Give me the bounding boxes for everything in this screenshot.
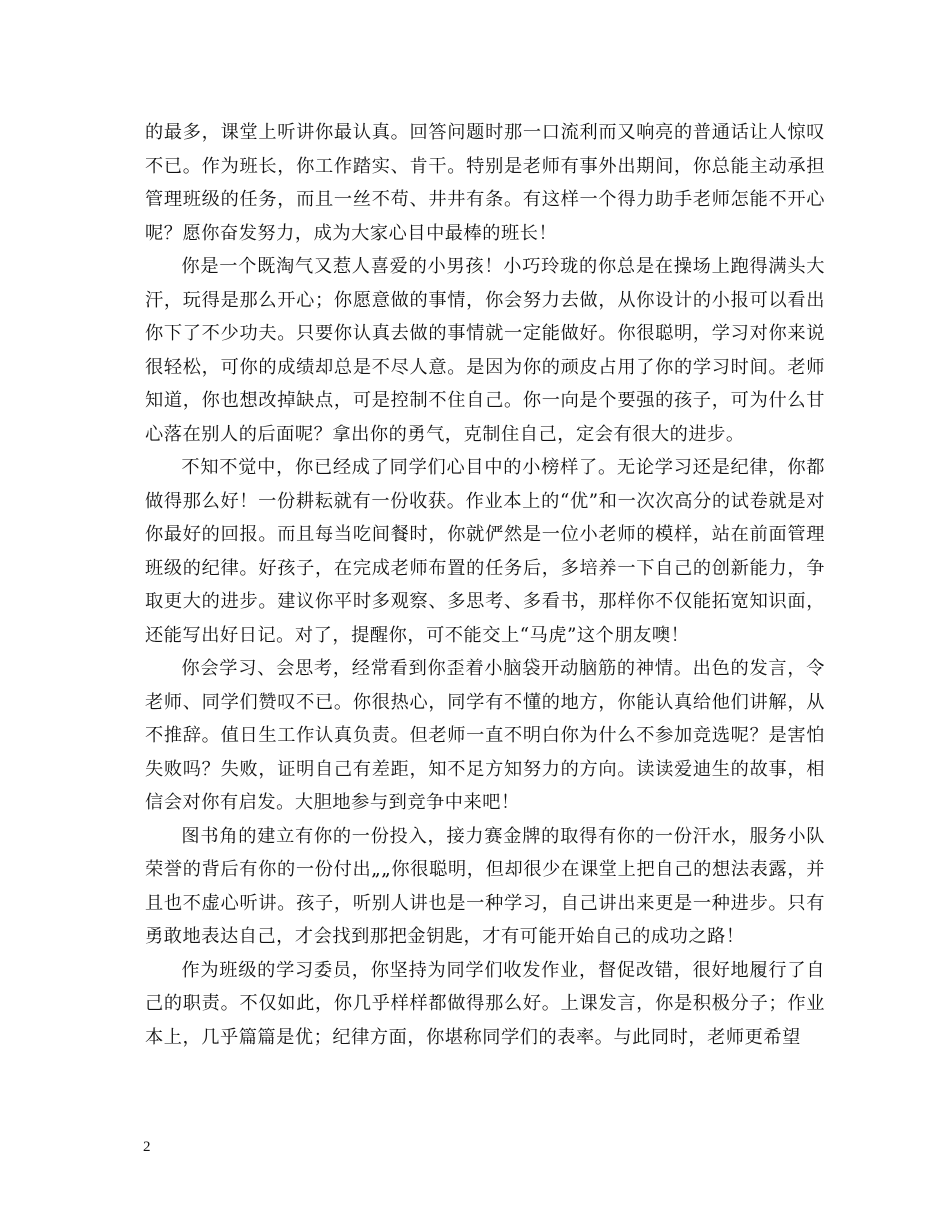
paragraph: 不知不觉中，你已经成了同学们心目中的小榜样了。无论学习还是纪律，你都做得那么好！一份耕耘就有一份收获。作业本上的“优”和一次次高分的试卷就是对你最好的回报。而且每当吃间餐时，你就俨然是一位小老师的模样，站在前面管理班级的纪律。好孩子，在完成老师布置的任务后，多培养一下自己的创新能力，争取更大的进步。建议你平时多观察、多思考、多看书，那样你不仅能拓宽知识面，还能写出好日记。对了，提醒你，可不能交上“马虎”这个朋友噢！ xyxy=(145,457,825,646)
paragraph: 作为班级的学习委员，你坚持为同学们收发作业，督促改错，很好地履行了自己的职责。不仅如此，你几乎样样都做得那么好。上课发言，你是积极分子；作业本上，几乎篇篇是优；纪律方面，你堪称同学们的表率。与此同时，老师更希望 xyxy=(145,959,825,1048)
page-number: 2 xyxy=(143,1139,151,1155)
paragraph: 你是一个既淘气又惹人喜爱的小男孩！小巧玲珑的你总是在操场上跑得满头大汗，玩得是那么开心；你愿意做的事情，你会努力去做，从你设计的小报可以看出你下了不少功夫。只要你认真去做的事情就一定能做好。你很聪明，学习对你来说很轻松，可你的成绩却总是不尽人意。是因为你的顽皮占用了你的学习时间。老师知道，你也想改掉缺点，可是控制不住自己。你一向是个要强的孩子，可为什么甘心落在别人的后面呢？拿出你的勇气，克制住自己，定会有很大的进步。 xyxy=(145,256,825,445)
paragraph-continuation: 的最多，课堂上听讲你最认真。回答问题时那一口流利而又响亮的普通话让人惊叹不已。作为班长，你工作踏实、肯干。特别是老师有事外出期间，你总能主动承担管理班级的任务，而且一丝不苟、井井有条。有这样一个得力助手老师怎能不开心呢？愿你奋发努力，成为大家心目中最棒的班长！ xyxy=(145,122,825,244)
paragraph: 你会学习、会思考，经常看到你歪着小脑袋开动脑筋的神情。出色的发言，令老师、同学们赞叹不已。你很热心，同学有不懂的地方，你能认真给他们讲解，从不推辞。值日生工作认真负责。但老师一直不明白你为什么不参加竞选呢？是害怕失败吗？失败，证明自己有差距，知不足方知努力的方向。读读爱迪生的故事，相信会对你有启发。大胆地参与到竞争中来吧！ xyxy=(145,658,825,813)
paragraph: 图书角的建立有你的一份投入，接力赛金牌的取得有你的一份汗水，服务小队荣誉的背后有你的一份付出„„你很聪明，但却很少在课堂上把自己的想法表露，并且也不虚心听讲。孩子，听别人讲也是一种学习，自己讲出来更是一种进步。只有勇敢地表达自己，才会找到那把金钥匙，才有可能开始自己的成功之路！ xyxy=(145,825,825,947)
document-body xyxy=(145,116,825,1054)
